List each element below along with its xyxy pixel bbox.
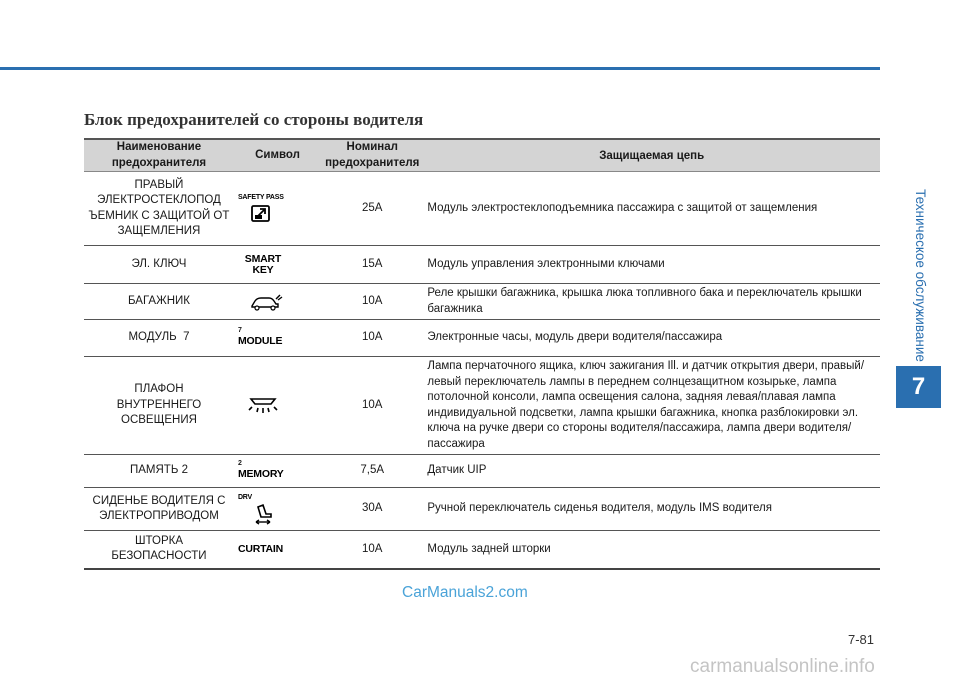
- side-section-label: [880, 180, 960, 370]
- fuse-name: ПАМЯТЬ 2: [84, 455, 234, 488]
- fuse-name: МОДУЛЬ 7: [84, 320, 234, 357]
- header-symbol: Символ: [234, 139, 321, 172]
- top-rule: [0, 67, 880, 70]
- page-number: 7-81: [848, 632, 875, 647]
- side-label-text: Техническое обслуживание: [912, 188, 928, 362]
- table-row: [84, 320, 880, 357]
- protected-circuit: Электронные часы, модуль двери водителя/пассажира: [423, 320, 880, 357]
- trunk-open-icon: [238, 291, 290, 313]
- fuse-name: СИДЕНЬЕ ВОДИТЕЛЯ С ЭЛЕКТРОПРИВОДОМ: [84, 488, 234, 531]
- protected-circuit: Реле крышки багажника, крышка люка топливного бака и переключатель крышки багажника: [423, 284, 880, 320]
- table-header-row: [84, 139, 880, 172]
- fuse-symbol: [234, 488, 321, 531]
- window-switch-icon: [238, 204, 288, 224]
- footer-url[interactable]: carmanualsonline.info: [690, 656, 875, 677]
- fuse-symbol: [234, 320, 321, 357]
- protected-circuit: Лампа перчаточного ящика, ключ зажигания Ill. и датчик открытия двери, правый/левый переключатель лампы в переднем солнцезащитном козырьке, лампа потолочной консоли, лампа освещения салона, задняя левая/плавая лампа индивидуальной подсветки, лампа крышки багажника, кнопка разблокировки эл. ключа на ручке двери со стороны водителя/пассажира, лампа двери водителя/пассажира: [423, 357, 880, 455]
- protected-circuit: Модуль задней шторки: [423, 531, 880, 569]
- protected-circuit: Модуль электростеклоподъемника пассажира с защитой от защемления: [423, 172, 880, 246]
- fuse-rating: 10A: [321, 357, 423, 455]
- smart-key-symbol: SMART KEY: [244, 252, 282, 276]
- fuse-name: ЭЛ. КЛЮЧ: [84, 246, 234, 284]
- symbol-text: CURTAIN: [237, 542, 284, 555]
- table-row: [84, 531, 880, 569]
- header-fuse-name: Наименование предохранителя: [84, 139, 234, 172]
- protected-circuit: Датчик UIP: [423, 455, 880, 488]
- fuse-name: ПЛАФОН ВНУТРЕННЕГО ОСВЕЩЕНИЯ: [84, 357, 234, 455]
- table-row: [84, 172, 880, 246]
- table-row: [84, 284, 880, 320]
- fuse-symbol: [234, 246, 321, 284]
- symbol-text: DRV: [237, 494, 253, 502]
- symbol-text: MODULE: [237, 334, 283, 347]
- fuse-rating: 15A: [321, 246, 423, 284]
- fuse-name: БАГАЖНИК: [84, 284, 234, 320]
- table-row: [84, 455, 880, 488]
- power-seat-icon: [238, 503, 288, 525]
- fuse-name: ШТОРКА БЕЗОПАСНОСТИ: [84, 531, 234, 569]
- watermark-link[interactable]: CarManuals2.com: [402, 584, 528, 601]
- table-row: [84, 246, 880, 284]
- symbol-text: SAFETY PASS: [237, 194, 284, 202]
- table-row: [84, 488, 880, 531]
- fuse-rating: 10A: [321, 531, 423, 569]
- table-row: [84, 357, 880, 455]
- fuse-rating: 30A: [321, 488, 423, 531]
- symbol-text: MEMORY: [237, 467, 284, 480]
- symbol-number: 2: [237, 459, 242, 467]
- fuse-symbol: [234, 455, 321, 488]
- header-rating: Номинал предохранителя: [321, 139, 423, 172]
- dome-lamp-icon: [238, 395, 288, 417]
- chapter-tab: 7: [896, 366, 941, 408]
- symbol-number: 7: [237, 326, 242, 334]
- fuse-rating: 10A: [321, 320, 423, 357]
- fuse-symbol: [234, 531, 321, 569]
- fuse-name: ПРАВЫЙ ЭЛЕКТРОСТЕКЛОПОД ЪЕМНИК С ЗАЩИТОЙ ОТ ЗАЩЕМЛЕНИЯ: [84, 172, 234, 246]
- fuse-rating: 10A: [321, 284, 423, 320]
- fuse-symbol: [234, 357, 321, 455]
- protected-circuit: Ручной переключатель сиденья водителя, модуль IMS водителя: [423, 488, 880, 531]
- protected-circuit: Модуль управления электронными ключами: [423, 246, 880, 284]
- fuse-table: [84, 138, 880, 570]
- section-title: Блок предохранителей со стороны водителя: [84, 110, 424, 129]
- fuse-symbol: [234, 284, 321, 320]
- header-circuit: Защищаемая цепь: [423, 139, 880, 172]
- fuse-symbol: [234, 172, 321, 246]
- fuse-rating: 7,5A: [321, 455, 423, 488]
- fuse-rating: 25A: [321, 172, 423, 246]
